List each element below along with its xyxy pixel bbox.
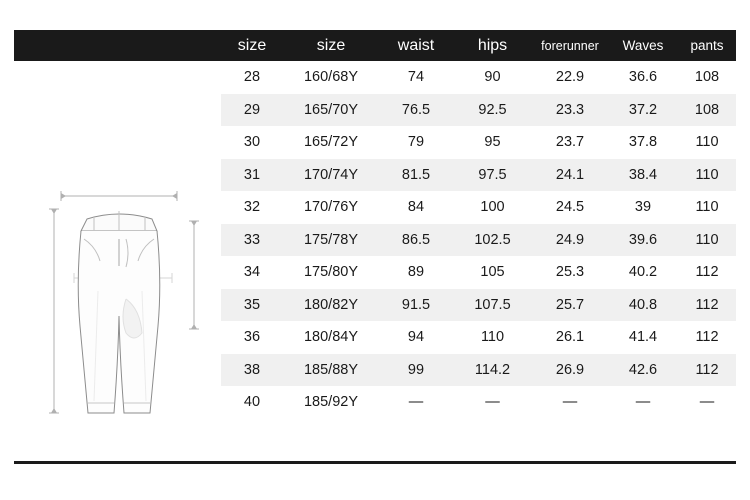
- cell-hips: 97.5: [453, 159, 532, 192]
- table-row: [221, 61, 736, 94]
- cell-size-number: 32: [221, 191, 283, 224]
- cell-waist: 74: [379, 61, 453, 94]
- table-row: [221, 289, 736, 322]
- cell-pants: 112: [678, 289, 736, 322]
- cell-hips: 100: [453, 191, 532, 224]
- column-header-waves: Waves: [608, 30, 678, 61]
- cell-waves: 42.6: [608, 354, 678, 387]
- cell-size-code: 185/88Y: [283, 354, 379, 387]
- cell-size-number: 36: [221, 321, 283, 354]
- cell-forerunner: —: [532, 386, 608, 419]
- cell-waist: 91.5: [379, 289, 453, 322]
- cell-forerunner: 25.3: [532, 256, 608, 289]
- cell-pants: 110: [678, 126, 736, 159]
- cell-size-number: 34: [221, 256, 283, 289]
- cell-hips: 90: [453, 61, 532, 94]
- cell-waves: 39.6: [608, 224, 678, 257]
- cell-forerunner: 22.9: [532, 61, 608, 94]
- cell-hips: —: [453, 386, 532, 419]
- table-row: [221, 94, 736, 127]
- table-row: [221, 256, 736, 289]
- bottom-divider: [14, 461, 736, 464]
- cell-forerunner: 26.9: [532, 354, 608, 387]
- cell-waist: 79: [379, 126, 453, 159]
- column-header-waist: waist: [379, 30, 453, 61]
- table-header: [221, 30, 736, 61]
- cell-pants: 110: [678, 224, 736, 257]
- cell-size-number: 31: [221, 159, 283, 192]
- cell-hips: 114.2: [453, 354, 532, 387]
- cell-size-number: 33: [221, 224, 283, 257]
- cell-waist: 94: [379, 321, 453, 354]
- cell-size-code: 170/76Y: [283, 191, 379, 224]
- cell-size-code: 180/82Y: [283, 289, 379, 322]
- table-row: [221, 354, 736, 387]
- cell-size-number: 30: [221, 126, 283, 159]
- column-header-size-number: size: [221, 30, 283, 61]
- cell-forerunner: 24.1: [532, 159, 608, 192]
- illustration-body: [14, 61, 221, 430]
- cell-waist: —: [379, 386, 453, 419]
- cell-size-code: 160/68Y: [283, 61, 379, 94]
- cell-waves: 36.6: [608, 61, 678, 94]
- cell-size-number: 35: [221, 289, 283, 322]
- table-row: [221, 159, 736, 192]
- cell-waves: 38.4: [608, 159, 678, 192]
- cell-pants: 108: [678, 94, 736, 127]
- cell-hips: 110: [453, 321, 532, 354]
- table-body: [221, 61, 736, 419]
- cell-waves: 40.8: [608, 289, 678, 322]
- table-row: [221, 126, 736, 159]
- cell-pants: 112: [678, 354, 736, 387]
- cell-forerunner: 24.9: [532, 224, 608, 257]
- cell-waves: 39: [608, 191, 678, 224]
- cell-waist: 99: [379, 354, 453, 387]
- cell-hips: 92.5: [453, 94, 532, 127]
- cell-forerunner: 24.5: [532, 191, 608, 224]
- cell-forerunner: 25.7: [532, 289, 608, 322]
- cell-size-code: 165/72Y: [283, 126, 379, 159]
- cell-size-number: 38: [221, 354, 283, 387]
- cell-pants: —: [678, 386, 736, 419]
- cell-pants: 112: [678, 321, 736, 354]
- cell-size-code: 175/80Y: [283, 256, 379, 289]
- cell-hips: 107.5: [453, 289, 532, 322]
- cell-forerunner: 26.1: [532, 321, 608, 354]
- column-header-pants: pants: [678, 30, 736, 61]
- cell-hips: 105: [453, 256, 532, 289]
- size-chart-table: [221, 30, 736, 419]
- cell-pants: 110: [678, 159, 736, 192]
- cell-pants: 108: [678, 61, 736, 94]
- cell-waves: 37.2: [608, 94, 678, 127]
- column-header-size-code: size: [283, 30, 379, 61]
- cell-forerunner: 23.3: [532, 94, 608, 127]
- cell-waves: 40.2: [608, 256, 678, 289]
- cell-waves: 41.4: [608, 321, 678, 354]
- cell-size-code: 185/92Y: [283, 386, 379, 419]
- cell-waves: 37.8: [608, 126, 678, 159]
- cell-size-number: 28: [221, 61, 283, 94]
- table-row: [221, 191, 736, 224]
- cell-waist: 86.5: [379, 224, 453, 257]
- cell-hips: 102.5: [453, 224, 532, 257]
- jeans-diagram-icon: [14, 61, 221, 430]
- cell-waves: —: [608, 386, 678, 419]
- column-header-forerunner: forerunner: [532, 30, 608, 61]
- illustration-header-bar: [14, 30, 221, 61]
- cell-waist: 89: [379, 256, 453, 289]
- cell-waist: 81.5: [379, 159, 453, 192]
- table-row: [221, 321, 736, 354]
- table-header-row: [221, 30, 736, 61]
- cell-waist: 84: [379, 191, 453, 224]
- cell-size-number: 40: [221, 386, 283, 419]
- cell-pants: 110: [678, 191, 736, 224]
- column-header-hips: hips: [453, 30, 532, 61]
- table-row: [221, 386, 736, 419]
- cell-size-code: 170/74Y: [283, 159, 379, 192]
- cell-hips: 95: [453, 126, 532, 159]
- cell-size-code: 175/78Y: [283, 224, 379, 257]
- cell-forerunner: 23.7: [532, 126, 608, 159]
- cell-size-code: 165/70Y: [283, 94, 379, 127]
- cell-pants: 112: [678, 256, 736, 289]
- cell-size-number: 29: [221, 94, 283, 127]
- illustration-panel: [14, 30, 221, 430]
- table-row: [221, 224, 736, 257]
- cell-waist: 76.5: [379, 94, 453, 127]
- cell-size-code: 180/84Y: [283, 321, 379, 354]
